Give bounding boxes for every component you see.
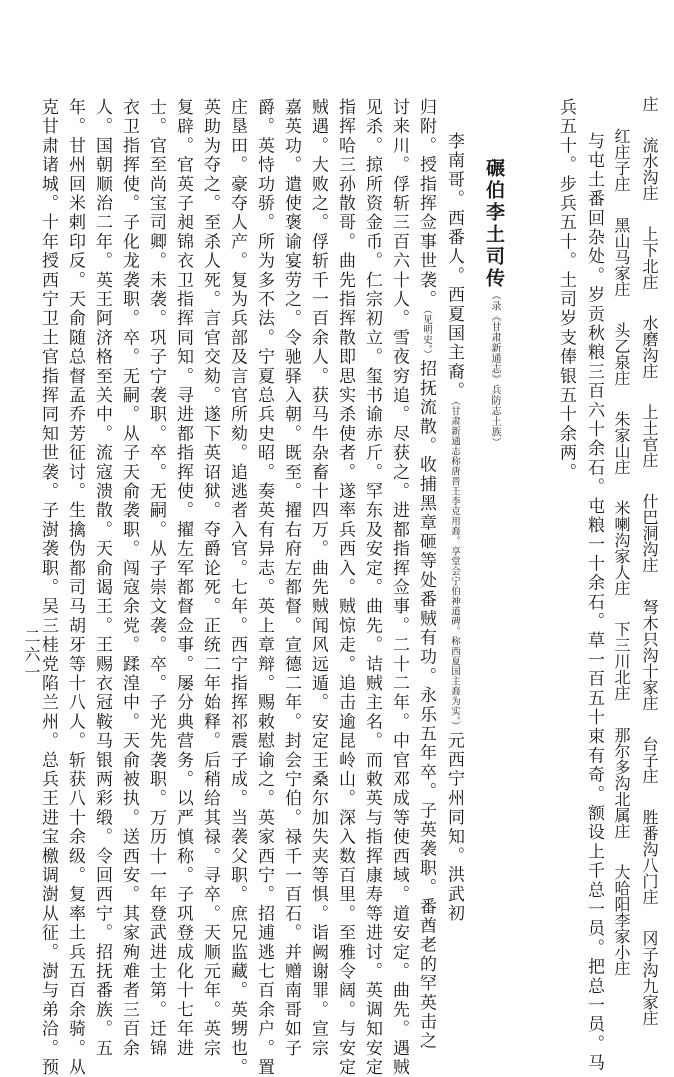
place-name: 朱家山庄: [612, 411, 631, 476]
title-main: 碾伯李土司传: [483, 158, 505, 290]
place-list-row-2: [612, 128, 630, 996]
text-line: 归附。授指挥佥事世袭。（见明史。）招抚流散。收捕黑章砸等处番贼有功。永乐五年卒。子英袭职。番酋老的罕英击之: [416, 98, 436, 1051]
inline-note: （见明史。）: [421, 309, 432, 360]
text-line: 嘉英功。遣使褒谕宴劳之。令驰驿入朝。既至。擢右府左都督。宣德二年。封会宁伯。禄千一百石。并赠南哥如子: [281, 98, 301, 1058]
inline-note: （甘肃新通志称唐晋王李克用裔。享堂会宁伯神道碑。称西夏国主裔为实。）: [449, 400, 460, 732]
place-name: 红庄子庄: [612, 128, 631, 192]
place-name: 弩木只沟十家庄: [640, 598, 659, 711]
place-name: 什巴洞沟庄: [640, 493, 659, 574]
place-name: 庄: [640, 96, 659, 112]
text-line: 见杀。掠所资金币。仁宗初立。玺书谕赤斤。罕东及安定。曲先。诘贼主名。而敕英与指挥康寿等进讨。英调知安定: [362, 98, 382, 1077]
text-line: 庄垦田。豪夺人产。复为兵部及言官所劾。追逃者入官。七年。西宁指挥祁震子成。当袭父职。庶兄监藏。英甥也。: [227, 98, 247, 1077]
place-name: 下三川北庄: [612, 621, 631, 702]
place-name: 水磨沟庄: [640, 315, 659, 380]
place-name: 台子庄: [640, 735, 659, 784]
text-line: 贼遇。大败之。俘斩千一百余人。获马牛杂畜十四万。曲先贼闻风远遁。安定王桑尔加失夹等惧。诣阙谢罪。宣宗: [308, 98, 328, 1058]
place-name: 米喇沟家人庄: [612, 500, 631, 597]
text-line: 克甘肃诸城。十年授西宁卫土官指挥同知世袭。子澍袭职。吴三桂党陷兰州。总兵王进宝檄调澍从征。澍与弟洽。预: [38, 98, 58, 1077]
text-line: 爵。英恃功骄。所为多不法。宁夏总兵史昭。奏英有异志。英上章辩。赐敕慰谕之。英家西宁。招逋逃七百余户。置: [254, 98, 274, 1077]
place-name: 黑山马家庄: [612, 217, 631, 298]
page-number: 二六一: [22, 628, 41, 682]
text-line: 人。国朝顺治二年。英王阿济格至关中。流寇溃散。天俞谒王。王赐衣冠鞍马银两彩缎。令回西宁。招抚番族。五: [92, 98, 112, 1058]
section-title: [484, 158, 508, 448]
title-source-note: （录《甘肃新通志》兵防志土族）: [489, 290, 500, 448]
place-name: 冈子沟九家庄: [640, 929, 659, 1026]
text-line: 英助为夺之。至杀人死。言官交劾。遂下英诏狱。夺爵论死。正统二年始释。后稍给其禄。寻卒。天顺元年。英宗: [200, 98, 220, 1058]
text-line: 复辟。官英子昶锦衣卫指挥同知。寻进都指挥使。擢左军都督佥事。屡分典营务。以严慎称。子巩登成化十七年进: [173, 98, 193, 1058]
place-name: 大哈阳李家小庄: [612, 863, 631, 976]
place-name: 头乙泉庄: [612, 322, 631, 387]
text-line: 士。官至尚宝司卿。未袭。巩子宁袭职。卒。无嗣。从子崇文袭。卒。子光先袭职。万历十一年登武进士第。迁锦: [146, 98, 166, 1058]
text-line: 兵五十。步兵五十。土司岁支俸银五十余两。: [556, 98, 576, 482]
place-name: 流水沟庄: [640, 137, 659, 202]
text-line: 年。甘州回米剌印反。天俞随总督孟乔芳征讨。生擒伪都司马胡牙等十八人。斩获八十余级。复率土兵五百余骑。从: [65, 98, 85, 1077]
text-line: 与屯土番回杂处。岁贡秋粮三百六十余石。屯粮一十余石。草一百五十束有奇。额设上千总一员。把总一员。马: [584, 132, 604, 1073]
text-line: 衣卫指挥使。子化龙袭职。卒。无嗣。从子天俞袭职。闯寇余党。蹂湟中。天俞被执。送西安。其家殉难者三百余: [119, 98, 139, 1058]
place-name: 上下北庄: [640, 226, 659, 291]
place-name: 上土官庄: [640, 404, 659, 469]
place-name: 那尔多沟北属庄: [612, 726, 631, 839]
text-line: 讨来川。俘斩三百六十人。雪夜穷追。尽获之。进都指挥佥事。二十二年。中官邓成等使西域。道安定。曲先。遇贼: [389, 98, 409, 1077]
text-line: 指挥哈三孙散哥。曲先指挥散即思实杀使者。遂率兵西入。贼惊走。追击逾昆岭山。深入数百里。至雅令阔。与安定: [335, 98, 355, 1077]
place-name: 胜番沟八门庄: [640, 808, 659, 905]
place-list-row-1: [640, 96, 658, 1046]
text-line: 李南哥。西番人。西夏国主裔。（甘肃新通志称唐晋王李克用裔。享堂会宁伯神道碑。称西夏国主裔为实。）元西宁州同知。洪武初: [444, 132, 464, 924]
